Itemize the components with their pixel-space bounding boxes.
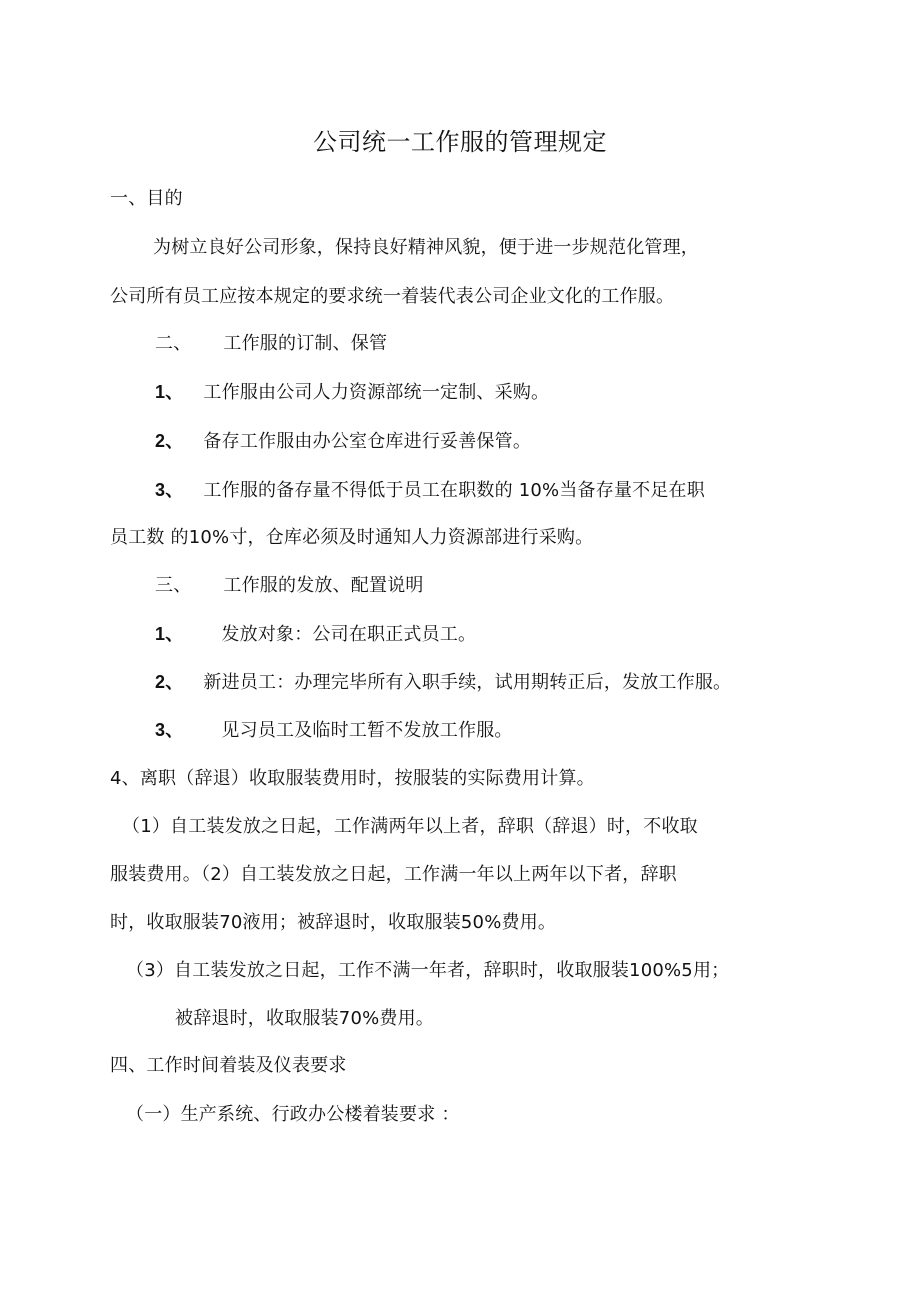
section2-item-3 xyxy=(155,477,705,504)
section3-heading-text: 工作服的发放、配置说明 xyxy=(223,575,424,596)
document-title: 公司统一工作服的管理规定 xyxy=(313,128,607,156)
section3-heading xyxy=(155,573,424,599)
section3-item-4: 4、离职（辞退）收取服装费用时，按服装的实际费用计算。 xyxy=(110,768,595,789)
section4-sub-heading: （一）生产系统、行政办公楼着装要求 ： xyxy=(126,1104,460,1125)
item-number: 1、 xyxy=(155,382,184,402)
item-text: 发放对象：公司在职正式员工。 xyxy=(221,624,477,645)
item-number: 2、 xyxy=(155,672,184,692)
section1-paragraph-line2: 公司所有员工应按本规定的要求统一着装代表公司企业文化的工作服。 xyxy=(110,286,675,307)
section3-sub3-line-2: 被辞退时，收取服装70%费用。 xyxy=(175,1008,435,1029)
section3-item-1 xyxy=(155,621,476,648)
section3-item-2 xyxy=(155,669,731,696)
section2-heading-text: 工作服的订制、保管 xyxy=(223,333,388,354)
section3-item-3 xyxy=(155,717,513,744)
section3-sub-line-1: （1）自工装发放之日起，工作满两年以上者，辞职（辞退）时，不收取 xyxy=(122,816,698,837)
item-number: 3、 xyxy=(155,720,184,740)
item-text: 工作服的备存量不得低于员工在职数的 10%当备存量不足在职 xyxy=(203,480,705,501)
section3-sub-line-3: 时，收取服装70液用；被辞退时，收取服装50%费用。 xyxy=(110,912,557,933)
item-number: 2、 xyxy=(155,431,184,451)
section2-heading-number: 二、 xyxy=(155,333,192,354)
section3-sub-line-2: 服装费用。（2）自工装发放之日起，工作满一年以上两年以下者，辞职 xyxy=(110,864,677,885)
section1-paragraph-line1: 为树立良好公司形象，保持良好精神风貌，便于进一步规范化管理， xyxy=(153,237,699,258)
item-text: 工作服由公司人力资源部统一定制、采购。 xyxy=(203,382,550,403)
section2-item-1 xyxy=(155,379,549,406)
item-text: 见习员工及临时工暂不发放工作服。 xyxy=(221,720,513,741)
section3-heading-number: 三、 xyxy=(155,575,192,596)
section2-item-2 xyxy=(155,428,531,455)
item-number: 1、 xyxy=(155,624,184,644)
section2-item-3-continued: 员工数 的10%寸，仓库必须及时通知人力资源部进行采购。 xyxy=(110,527,594,548)
item-number: 3、 xyxy=(155,480,184,500)
section4-heading: 四、工作时间着装及仪表要求 xyxy=(110,1055,347,1076)
section1-heading: 一、目的 xyxy=(110,188,183,209)
section2-heading xyxy=(155,331,387,357)
section3-sub3-line-1: （3）自工装发放之日起，工作不满一年者，辞职时，收取服装100%5用； xyxy=(126,960,730,981)
item-text: 新进员工：办理完毕所有入职手续，试用期转正后，发放工作服。 xyxy=(203,672,732,693)
item-text: 备存工作服由办公室仓库进行妥善保管。 xyxy=(203,431,532,452)
